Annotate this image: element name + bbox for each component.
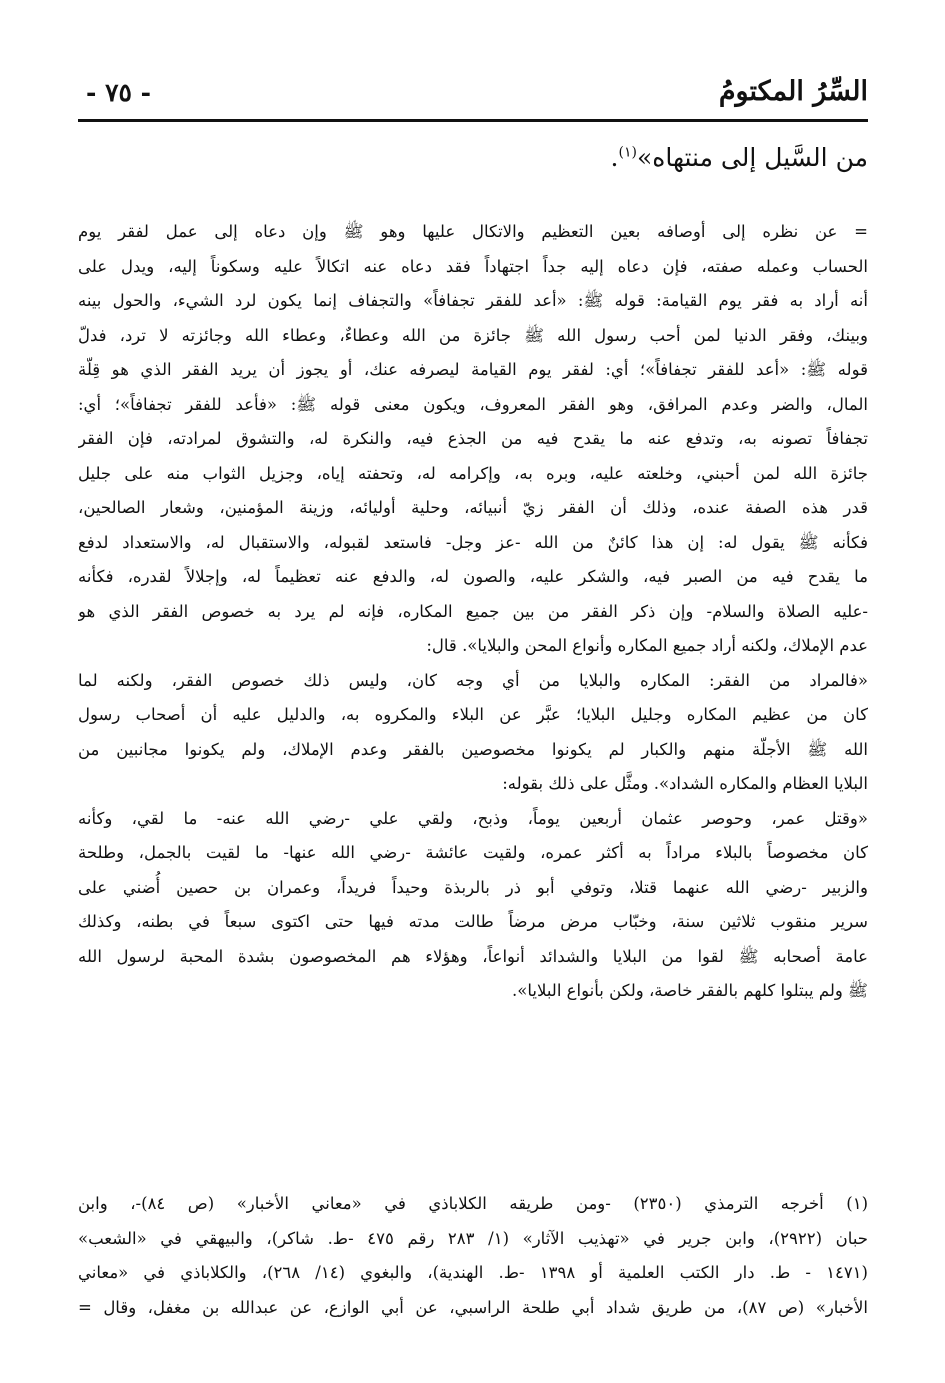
text-line: -عليه الصلاة والسلام- وإن ذكر الفقر من بين جميع المكاره، فإنه لم يرد به خصوص الفقر الذي هو [78,601,868,621]
footnote-line: حبان (٢٩٢٢)، وابن جرير في «تهذيب الآثار» (١/ ٢٨٣ رقم ٤٧٥ -ط. شاكر)، والبيهقي في «الشعب» [78,1228,868,1248]
text-line: كان مخصوصاً بالبلاء مراداً به أكثر عمره، ولقيت عائشة -رضي الله عنها- ما لقيت بالجمل، وطلحة [78,843,868,862]
text-line: والزبير -رضي الله عنهما قتلا، وتوفي أبو ذر بالربذة وحيداً فريداً، وعمران بن حصين أُضني على [78,877,868,897]
running-header [78,70,868,120]
text-line: قدر هذه الصفة عنده، وذلك أن الفقر زيّ أنبيائه، وحلية أوليائه، وزينة المؤمنين، وشعار الصالحين، [78,498,868,517]
text-line: «فالمراد من الفقر: المكاره والبلايا من أي وجه كان، وليس ذلك خصوص الفقر، ولكنه لما [78,670,868,690]
paragraph-3 [78,802,868,1009]
text-line: أنه أراد به فقر يوم القيامة: قوله ﷺ: «أعد للفقر تجفافاً» والتجفاف إنما يكون لرد الشيء، والحول بينه [78,291,868,310]
text-line: عدم الإملاك، ولكنه أراد جميع المكاره وأنواع المحن والبلايا». قال: [426,636,868,655]
text-line: الحساب وعمله صفته، فإن دعاه إليه جداً اجتهاداً فقد دعاه عنه اتكالاً عليه وسكوناً إليه، ويدل على [78,256,868,276]
footnote-line: الأخبار» (ص ٨٧)، من طريق شداد أبي طلحة الراسبي، عن أبي الوازع، عن عبدالله بن مغفل، وقال = [78,1297,868,1317]
book-title: السِّرُ المكتومُ [718,76,868,107]
lead-line [78,138,868,178]
text-line: وبينك، وفقر الدنيا لمن أحب رسول الله ﷺ جائزة من الله وعطاءٌ، وعطاء الله وجائزته لا ترد، فدلّ [78,325,868,345]
text-line: ﷺ ولم يبتلوا كلهم بالفقر خاصة، ولكن بأنواع البلايا». [512,981,868,1000]
footnotes [78,1187,868,1325]
footnote-line: (١) أخرجه الترمذي (٢٣٥٠) -ومن طريقه الكلاباذي في «معاني الأخبار» (ص ٨٤)-، وابن [78,1194,868,1213]
text-line: تجفافاً تصونه به، وتدفع عنه ما يقدح فيه من الجذع فيه، والنكرة له، والتشوق لمرادته، فإن الفقر [78,429,868,448]
footnote-line: (١٤٧١ - ط. دار الكتب العلمية أو ١٣٩٨ -ط. الهندية)، والبغوي (١٤/ ٢٦٨)، والكلاباذي في «معاني [78,1263,868,1282]
text-line: الله ﷺ الأجلّة منهم والكبار لم يكونوا مخصوصين بالفقر وعدم الإملاك، ولم يكونوا مجانبين من [78,739,868,759]
text-line: قوله ﷺ: «أعد للفقر تجفافاً»؛ أي: لفقر يوم القيامة ليصرفه عنك، أو يجوز أن يريد الفقر الذي هو قِلّة [78,360,868,379]
text-line: ما يقدح فيه من الصبر فيه، والشكر عليه، والصون له، والدفع عنه تعظيماً له، وإجلالاً لقدره، فكأنه [78,567,868,586]
text-line: فكأنه ﷺ يقول له: إن هذا كائنٌ من الله -عز وجل- فاستعد لقبوله، والاستقبال له، والاستعداد لدفع [78,532,868,552]
lead-end: . [610,143,619,172]
body-text [78,215,868,1009]
footnote-marker: (١) [618,144,637,161]
text-line: سرير منقوب ثلاثين سنة، وخبّاب مرض مرضاً طالت مدته فيها حتى اكتوى سبعاً في بطنه، وكذلك [78,912,868,931]
book-page [78,70,868,1370]
page-number: - ٧٥ - [86,78,152,107]
text-line: كان من عظيم المكاره وجليل البلايا؛ عبَّر عن البلاء والمكروه به، والدليل عليه أن أصحاب رسول [78,705,868,724]
text-line: جائزة الله لمن أحبني، وخلعته عليه، وبره به، وإكرامه له، وتحفته إياه، وجزيل الثواب منه على جليل [78,463,868,483]
lead-text: من السَّيل إلى منتهاه» [636,143,868,172]
paragraph-1 [78,215,868,664]
text-line: المال، والضر وعدم المرافق، وهو الفقر المعروف، ويكون معنى قوله ﷺ: «فأعد للفقر تجفافاً»؛ أي: [78,394,868,414]
text-line: = عن نظره إلى أوصافه بعين التعظيم والاتكال عليها وهو ﷺ وإن دعاه إلى عمل لفقر يوم [78,222,868,241]
text-line: عامة أصحابه ﷺ لقوا من البلايا والشدائد أنواعاً، وهؤلاء هم المخصوصون بشدة المحبة لرسول الله [78,946,868,966]
paragraph-2 [78,664,868,802]
header-divider [78,119,868,122]
text-line: البلايا العظام والمكاره الشداد». ومثَّل على ذلك بقوله: [502,774,868,793]
text-line: «وقتل عمر، وحوصر عثمان أربعين يوماً، وذبح، ولقي علي -رضي الله عنه- ما لقي، وكأنه [78,808,868,828]
